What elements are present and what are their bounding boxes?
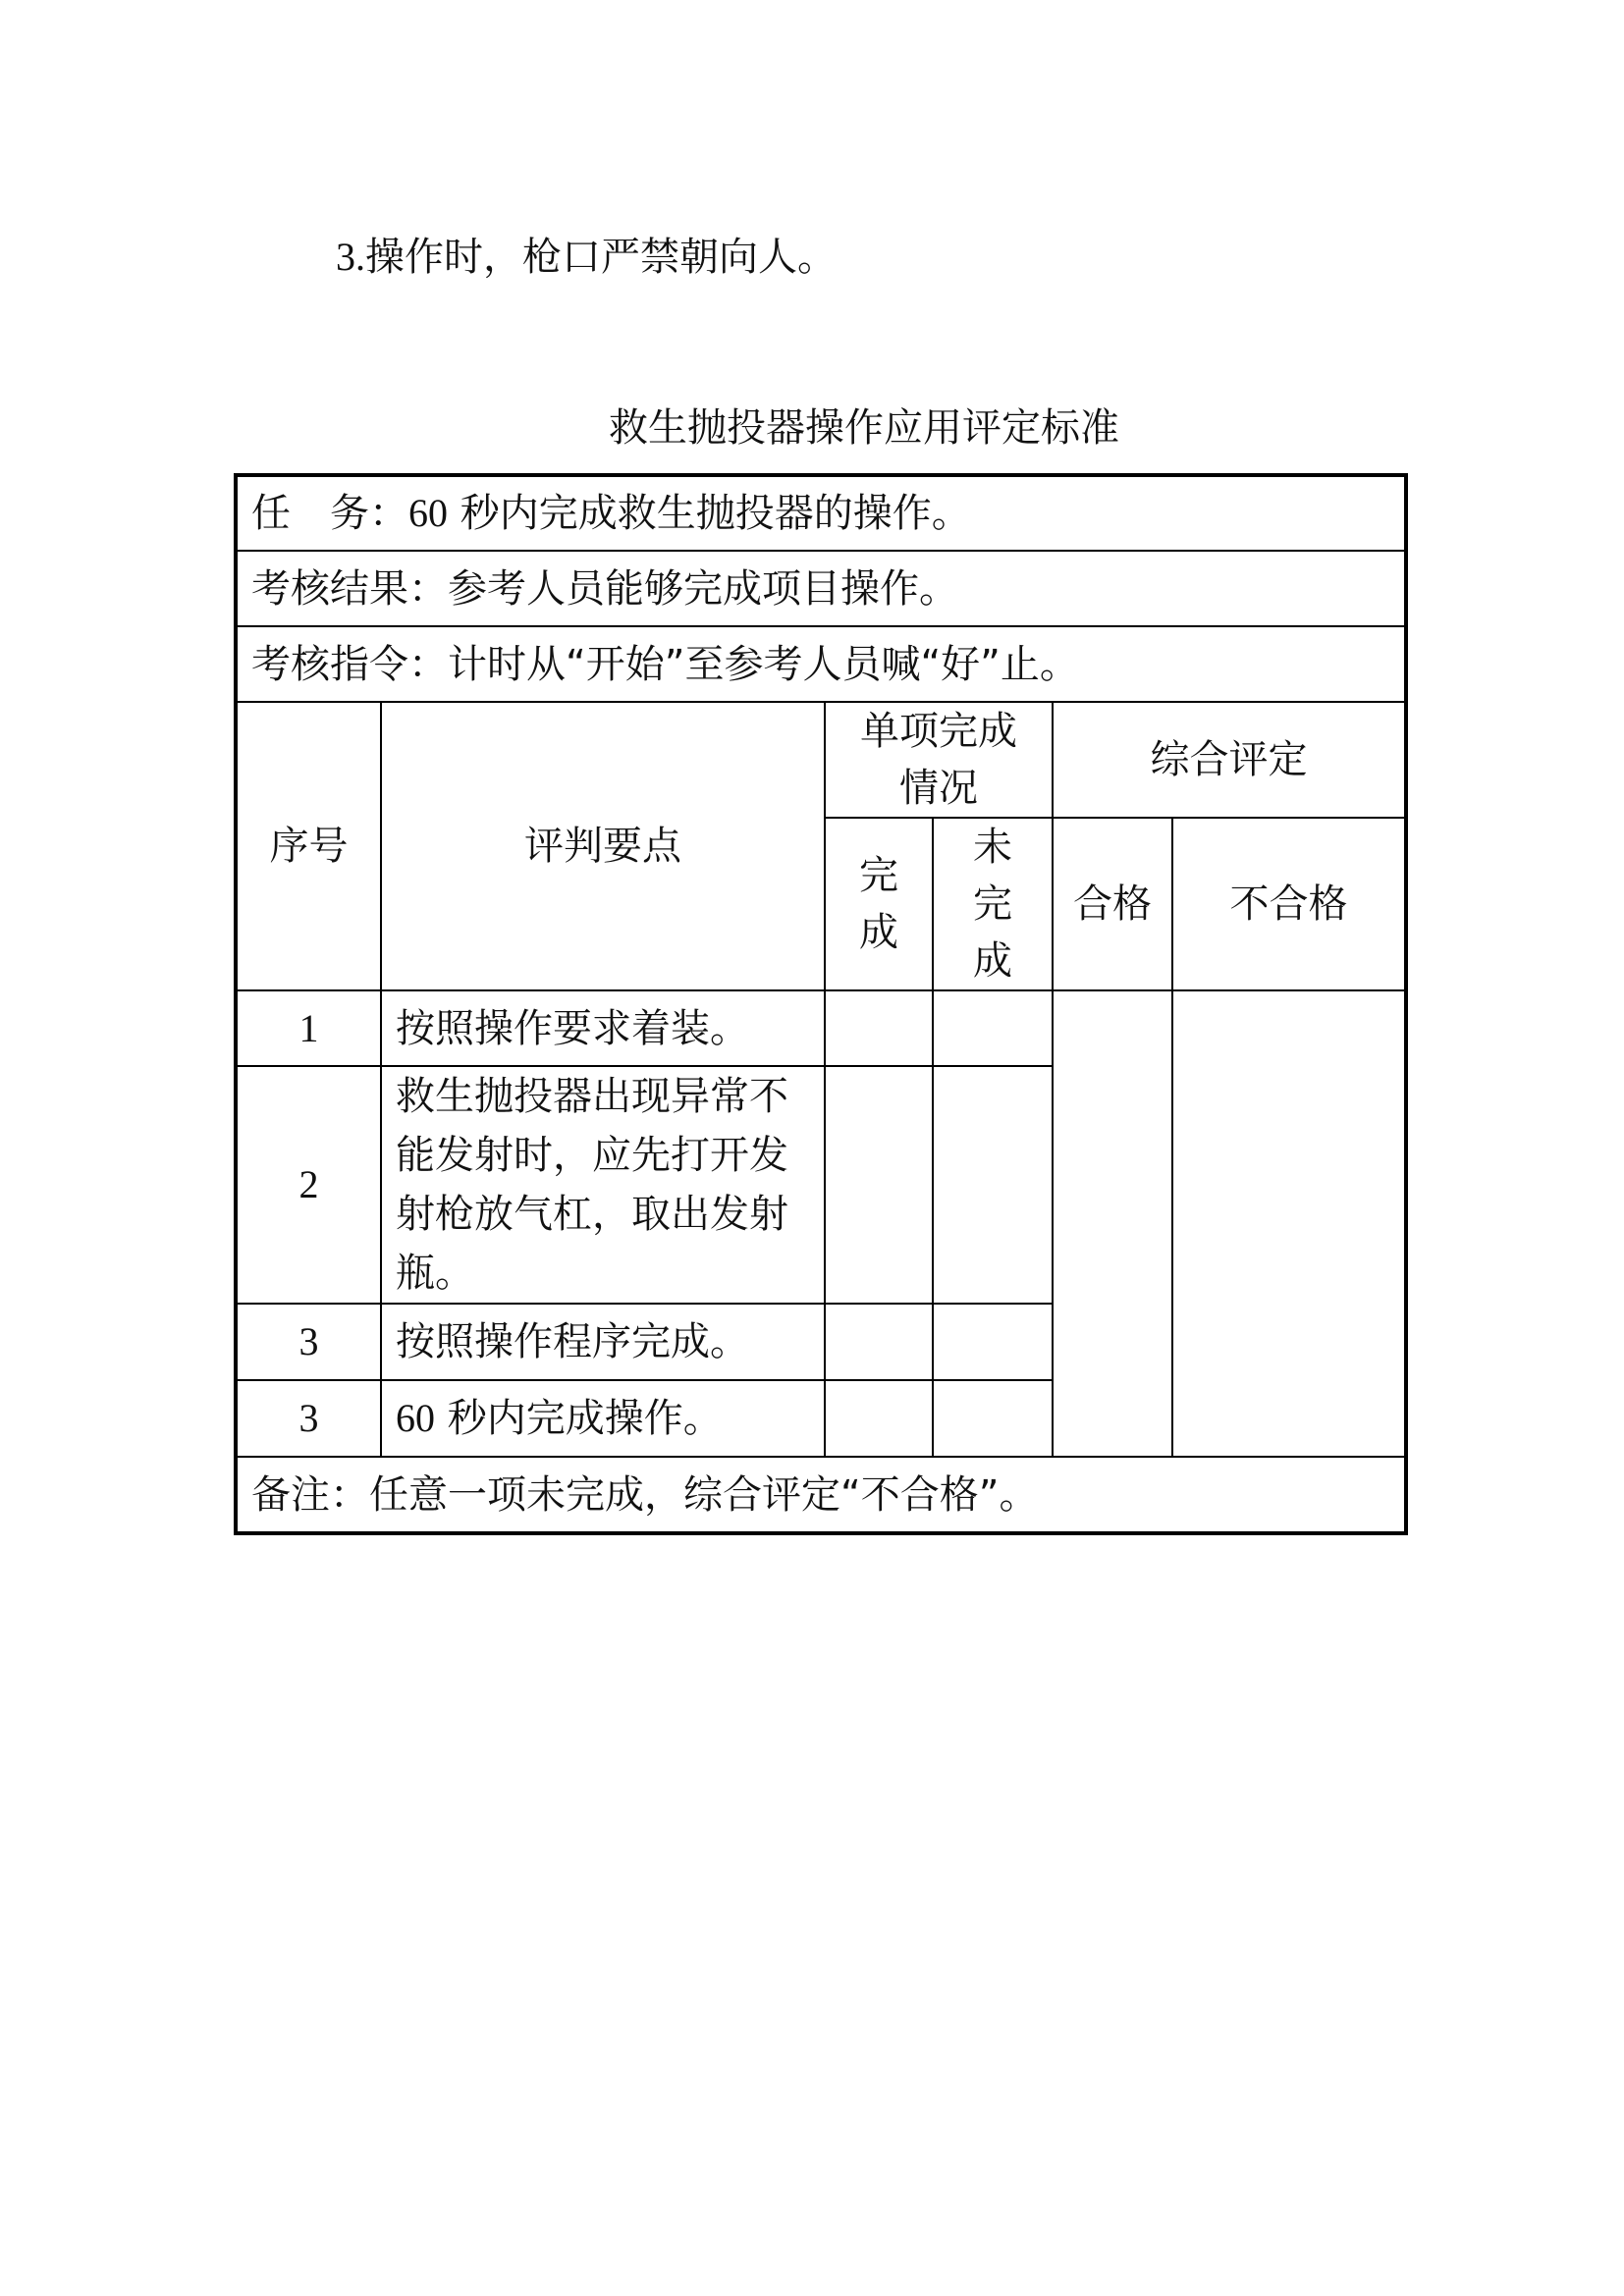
row-point: 救生抛投器出现异常不能发射时，应先打开发射枪放气杠，取出发射瓶。 — [381, 1066, 825, 1304]
row-done-cell — [825, 1304, 933, 1380]
safety-note — [336, 230, 837, 285]
row-done-cell — [825, 1380, 933, 1457]
note-number: 3. — [336, 235, 365, 279]
row-point: 按照操作程序完成。 — [381, 1304, 825, 1380]
row-seq: 3 — [236, 1304, 381, 1380]
document-title: 救生抛投器操作应用评定标准 — [609, 405, 1119, 451]
header-seq: 序号 — [236, 702, 381, 990]
row-point-text: 秒内完成操作。 — [447, 1396, 723, 1441]
overall-pass-cell — [1053, 990, 1172, 1457]
header-done: 完成 — [825, 818, 933, 990]
overall-fail-cell — [1172, 990, 1406, 1457]
command-text: 计时从“开始”至参考人员喊“好”止。 — [448, 641, 1079, 687]
result-text: 参考人员能够完成项目操作。 — [448, 565, 958, 612]
evaluation-table — [234, 473, 1408, 1535]
row-not-done-cell — [933, 1380, 1053, 1457]
row-seq: 1 — [236, 990, 381, 1066]
command-label: 考核指令： — [251, 641, 448, 687]
row-not-done-cell — [933, 990, 1053, 1066]
header-points: 评判要点 — [381, 702, 825, 990]
task-label: 任 务： — [251, 491, 408, 536]
result-label: 考核结果： — [251, 565, 448, 612]
task-row — [236, 475, 1406, 551]
note-text: 操作时，枪口严禁朝向人。 — [365, 235, 837, 280]
command-row — [236, 626, 1406, 702]
row-point: 按照操作要求着装。 — [381, 990, 825, 1066]
row-not-done-cell — [933, 1066, 1053, 1304]
remark-row — [236, 1457, 1406, 1533]
row-point — [381, 1380, 825, 1457]
header-overall: 综合评定 — [1053, 702, 1406, 818]
header-not-done: 未完成 — [933, 818, 1053, 990]
row-done-cell — [825, 1066, 933, 1304]
header-row-1 — [236, 702, 1406, 818]
row-point-number: 60 — [396, 1396, 435, 1440]
header-fail: 不合格 — [1172, 818, 1406, 990]
task-text: 秒内完成救生抛投器的操作。 — [460, 491, 971, 536]
row-done-cell — [825, 990, 933, 1066]
header-pass: 合格 — [1053, 818, 1172, 990]
row-not-done-cell — [933, 1304, 1053, 1380]
result-row — [236, 551, 1406, 626]
table-row — [236, 990, 1406, 1066]
task-seconds: 60 — [408, 491, 448, 535]
row-seq: 3 — [236, 1380, 381, 1457]
row-seq: 2 — [236, 1066, 381, 1304]
header-single-completion: 单项完成情况 — [825, 702, 1053, 818]
remark-text: 备注：任意一项未完成，综合评定“不合格”。 — [236, 1457, 1406, 1533]
